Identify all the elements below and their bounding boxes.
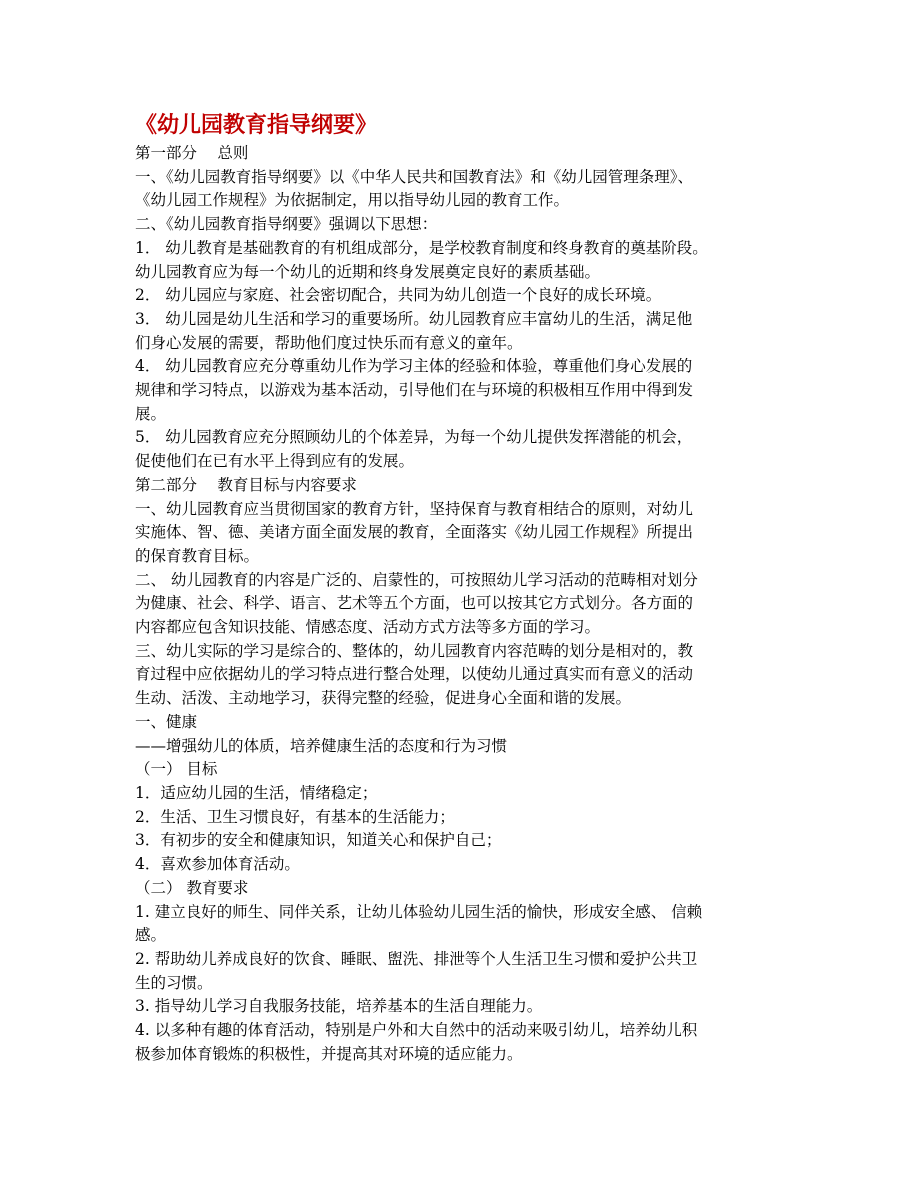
text-line: 二、 幼儿园教育的内容是广泛的、启蒙性的，可按照幼儿学习活动的范畴相对划分 [135,570,698,589]
text-line: 3．有初步的安全和健康知识，知道关心和保护自己； [135,831,502,850]
text-line: 内容都应包含知识技能、情感态度、活动方式方法等多方面的学习。 [135,618,601,637]
text-line: 2. 帮助幼儿养成良好的饮食、睡眠、盥洗、排泄等个人生活卫生习惯和爱护公共卫 [135,949,698,968]
text-line: 生的习惯。 [135,973,213,992]
text-line: ——增强幼儿的体质，培养健康生活的态度和行为习惯 [135,736,508,755]
text-line: 促使他们在已有水平上得到应有的发展。 [135,452,415,471]
text-line: 4. 以多种有趣的体育活动，特别是户外和大自然中的活动来吸引幼儿，培养幼儿积 [135,1021,698,1040]
text-line: 实施体、智、德、美诸方面全面发展的教育，全面落实《幼儿园工作规程》所提出 [135,523,694,542]
text-line: 规律和学习特点，以游戏为基本活动，引导他们在与环境的积极相互作用中得到发 [135,381,694,400]
text-line: 生动、活泼、主动地学习，获得完整的经验，促进身心全面和谐的发展。 [135,689,632,708]
text-line: 一、幼儿园教育应当贯彻国家的教育方针，坚持保育与教育相结合的原则，对幼儿 [135,499,694,518]
document-title: 《幼儿园教育指导纲要》 [135,112,378,138]
text-line: 三、幼儿实际的学习是综合的、整体的，幼儿园教育内容范畴的划分是相对的，教 [135,641,694,660]
text-line: 1．适应幼儿园的生活，情绪稳定； [135,783,378,802]
text-line: （二） 教育要求 [135,878,249,897]
text-line: 二、《幼儿园教育指导纲要》强调以下思想： [135,215,438,234]
document-body [135,108,795,1066]
document-text [135,142,795,1066]
text-line: 5． 幼儿园教育应充分照顾幼儿的个体差异，为每一个幼儿提供发挥潜能的机会， [135,428,693,447]
text-line: 1. 建立良好的师生、同伴关系，让幼儿体验幼儿园生活的愉快，形成安全感、 信赖 [135,902,703,921]
text-line: 4． 幼儿园教育应充分尊重幼儿作为学习主体的经验和体验，尊重他们身心发展的 [135,357,693,376]
text-line: （一） 目标 [135,760,218,779]
text-line: 3． 幼儿园是幼儿生活和学习的重要场所。幼儿园教育应丰富幼儿的生活，满足他 [135,309,693,328]
text-line: 2．生活、卫生习惯良好，有基本的生活能力； [135,807,455,826]
text-line: 一、健康 [135,712,198,731]
text-line: 3. 指导幼儿学习自我服务技能，培养基本的生活自理能力。 [135,997,543,1016]
text-line: 《幼儿园工作规程》为依据制定，用以指导幼儿园的教育工作。 [135,191,570,210]
text-line: 的保育教育目标。 [135,546,260,565]
text-line: 第二部分 教育目标与内容要求 [135,475,357,494]
text-line: 4．喜欢参加体育活动。 [135,855,300,874]
text-line: 育过程中应依据幼儿的学习特点进行整合处理，以使幼儿通过真实而有意义的活动 [135,665,694,684]
text-line: 2． 幼儿园应与家庭、社会密切配合，共同为幼儿创造一个良好的成长环境。 [135,286,662,305]
text-line: 展。 [135,404,167,423]
text-line: 为健康、社会、科学、语言、艺术等五个方面，也可以按其它方式划分。各方面的 [135,594,694,613]
text-line: 幼儿园教育应为每一个幼儿的近期和终身发展奠定良好的素质基础。 [135,262,601,281]
text-line: 感。 [135,926,167,945]
text-line: 第一部分 总则 [135,144,249,162]
text-line: 极参加体育锻炼的积极性，并提高其对环境的适应能力。 [135,1044,523,1063]
text-line: 1． 幼儿教育是基础教育的有机组成部分，是学校教育制度和终身教育的奠基阶段。 [135,238,708,257]
text-line: 一、《幼儿园教育指导纲要》以《中华人民共和国教育法》和《幼儿园管理条理》、 [135,167,694,186]
text-line: 们身心发展的需要，帮助他们度过快乐而有意义的童年。 [135,333,523,352]
